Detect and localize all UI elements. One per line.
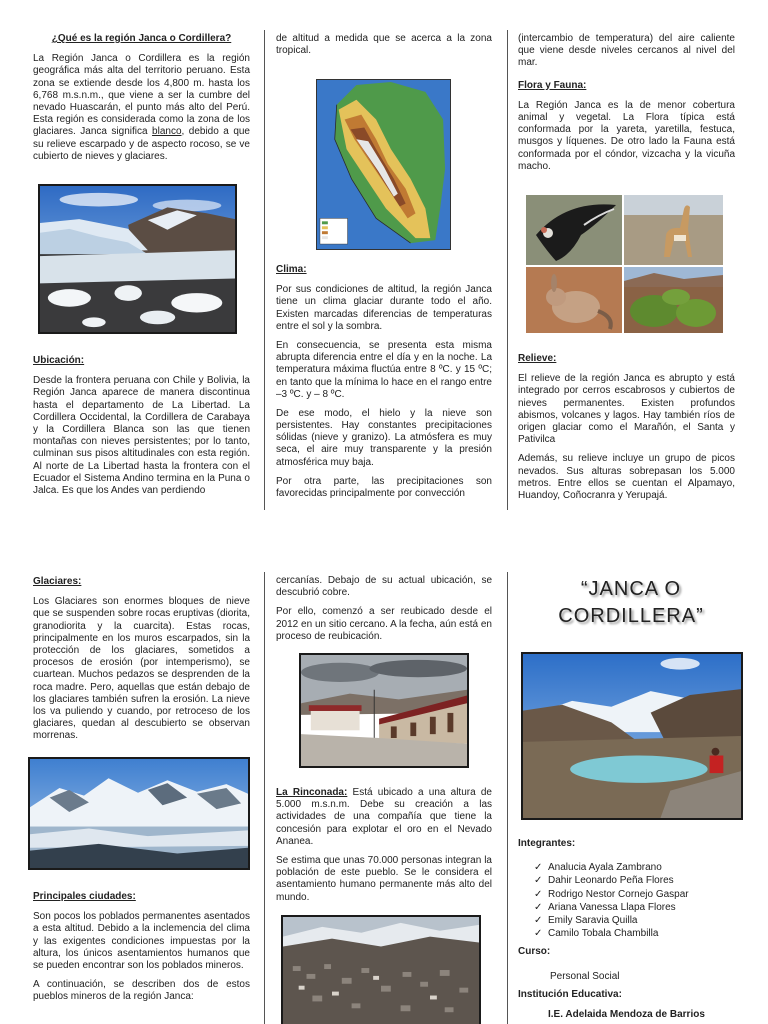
column-divider (507, 30, 508, 510)
member-item: ✓ Analucia Ayala Zambrano (534, 862, 744, 874)
yareta-photo (624, 267, 723, 333)
cover-title-line-2: CORDILLERA” (558, 605, 704, 627)
clima-paragraph-3: De ese modo, el hielo y la nieve son persistentes. Hay constantes precipitaciones sólidas (nieve y granizo). La atmósfera es muy seca, el aire muy transparente y la presión atmosférica muy baja. (276, 407, 492, 468)
panel-credits (518, 838, 744, 1021)
panel-clima (276, 264, 492, 507)
panel-ubicacion (33, 355, 250, 504)
continuation-text-2: (intercambio de temperatura) del aire caliente que viene desde niveles cercanos al nivel del mar. (518, 33, 735, 69)
section-heading-ubicacion: Ubicación: (33, 355, 85, 366)
mining-town-photo (299, 653, 469, 768)
panel-mining-towns (276, 575, 492, 650)
section-heading-clima: Clima: (276, 264, 307, 275)
member-item: ✓ Camilo Tobala Chambilla (534, 928, 744, 940)
continuation-text: de altitud a medida que se acerca a la zona tropical. (276, 33, 492, 57)
ciudades-paragraph-2: A continuación, se describen dos de estos pueblos mineros de la región Janca: (33, 979, 250, 1003)
curso-label: Curso: (518, 946, 551, 958)
cover-lake-photo (521, 652, 743, 820)
glacier-photo (38, 184, 237, 334)
glaciares-text: Los Glaciares son enormes bloques de nieve que se suspenden sobre rocas eruptivas (diorita, granodiorita y la cuarcita). Estas rocas, principalmente en los muros escarpados, sin la protección de los glaciares, sometidos a procesos de erosión (por intemperismo), se cuartean. Muchos pedazos se desprenden de la roca madre. Pero, aquellas que están debajo de los glaciares también sufren la erosión. La nieve los va puliendo y cuando, por retroceso de los glaciares, quedan al descubierto se observan morrenas. (33, 596, 250, 742)
panel-rinconada (276, 787, 492, 911)
relieve-paragraph-2: Además, su relieve incluye un grupo de picos nevados. Sus alturas sobrepasan los 5.000 metros. Entre ellos se cuentan el Alpamayo, Huandoy, Coñocranra y Yerupajá. (518, 453, 735, 501)
panel-what-is-janca (33, 33, 250, 170)
relieve-paragraph-1: El relieve de la región Janca es abrupto y está integrado por cerros escabrosos y cubiertos de nieves permanentes. Existen profundos abismos, volcanes y lagos. Hay también ríos de origen glaciar como el Marañón, el Santa y Pativilca (518, 373, 735, 446)
rinconada-paragraph (276, 787, 492, 848)
column-divider (507, 572, 508, 1024)
clima-paragraph-2: En consecuencia, se presenta esta misma abrupta diferencia entre el día y en la noche. La temperatura máxima fluctúa entre 8 ºC. y 15 ºC; en tanto que la mínima lo hace en el rango entre –3 ºC. y – 8 ºC. (276, 339, 492, 400)
member-item: ✓ Ariana Vanessa Llapa Flores (534, 902, 744, 914)
rinconada-label: La Rinconada: (276, 787, 348, 798)
population-text: Se estima que unas 70.000 personas integran la población de este pueblo. Se le considera el asentamiento humano permanente más alto del mundo. (276, 854, 492, 903)
ciudades-paragraph-1: Son pocos los poblados permanentes asentados a esta altitud. Debido a la inclemencia del clima y las exigentes condiciones impuestas por la altura, los únicos asentamientos humanos que se pueden encontrar son los poblados mineros. (33, 911, 250, 971)
condor-photo (526, 195, 622, 265)
ubicacion-text: Desde la frontera peruana con Chile y Bolivia, la Región Janca aparece de manera discontinua hasta el departamento de La Libertad. La Cordillera Occidental, la Cordillera de Carabaya y la Cordillera Blanca son las que tienen montañas con nieves persistentes; por lo tanto, culminan sus pisos altitudinales con esta región. Al norte de La Libertad hasta la frontera con el Ecuador el Sistema Andino termina en la Puna o Jalca. Es que los Andes van perdiendo (33, 375, 250, 496)
section-heading-glaciares: Glaciares: (33, 576, 82, 587)
section-heading-what-is: ¿Qué es la región Janca o Cordillera? (51, 33, 232, 44)
intro-text-end: , debido a que su relieve escarpado y de aspecto rocoso, se ve cubierto de nieves y glaciares. (33, 126, 250, 162)
section-heading-flora: Flora y Fauna: (518, 79, 587, 91)
intro-text: La Región Janca o Cordillera es la región geográfica más alta del territorio peruano. Esta zona se extiende desde los 4,800 m. hasta los 6,768 m.s.n.m., que viene a ser la cumbre del nevado Huascarán, el punto más alto del Perú. Esta región es considerada como la zona de los glaciares. Janca significa (33, 53, 250, 138)
member-item: ✓ Dahir Leonardo Peña Flores (534, 875, 744, 887)
relocation-text: Por ello, comenzó a ser reubicado desde el 2012 en un sitio cercano. A la fecha, aún está en proceso de reubicación. (276, 606, 492, 642)
integrantes-label: Integrantes: (518, 838, 576, 849)
clima-paragraph-1: Por sus condiciones de altitud, la región Janca tiene un clima glaciar durante todo el año. Existen marcadas diferencias de temperaturas entre el sol y la sombra. (276, 284, 492, 332)
curso-value: Personal Social (550, 970, 620, 982)
panel-continuation (276, 33, 492, 64)
column-divider (264, 30, 265, 510)
rinconada-photo (281, 915, 481, 1024)
peru-map-image (316, 79, 451, 250)
cover-title (518, 576, 744, 630)
section-heading-ciudades: Principales ciudades: (33, 891, 136, 902)
rinconada-text: Está ubicado a una altura de 5.000 m.s.n.m. Debe su creación a las actividades de una compañía que tiene la concesión para explotar el oro en el Nevado Ananea. (276, 787, 492, 847)
intro-paragraph (33, 53, 250, 163)
institucion-label: Institución Educativa: (518, 988, 622, 1000)
continuation-text-3: cercanías. Debajo de su actual ubicación, se descubrió cobre. (276, 575, 492, 599)
mountain-range-photo (28, 757, 250, 870)
vicuna-photo (624, 195, 723, 265)
panel-flora-fauna (518, 33, 735, 180)
fauna-collage (526, 195, 723, 333)
clima-paragraph-4: Por otra parte, las precipitaciones son favorecidas principalmente por convección (276, 475, 492, 499)
panel-glaciares (33, 576, 250, 749)
member-item: ✓ Emily Saravia Quilla (534, 915, 744, 927)
cover-title-line-1: “JANCA O (580, 578, 682, 600)
member-item: ✓ Rodrigo Nestor Cornejo Gaspar (534, 889, 744, 901)
blanco-word: blanco (152, 126, 182, 138)
panel-relieve (518, 353, 735, 509)
section-heading-relieve: Relieve: (518, 353, 557, 364)
panel-ciudades (33, 891, 250, 1011)
flora-text: La Región Janca es la de menor cobertura animal y vegetal. La Flora típica está conformada por la yareta, yaretilla, festuca, musgos y líquenes. De otro lado la Fauna está conformada por el cóndor, vizcacha y la vicuña macho. (518, 99, 735, 172)
institucion-value: I.E. Adelaida Mendoza de Barrios (548, 1008, 705, 1020)
column-divider (264, 572, 265, 1024)
vizcacha-photo (526, 267, 622, 333)
members-list (518, 862, 744, 940)
